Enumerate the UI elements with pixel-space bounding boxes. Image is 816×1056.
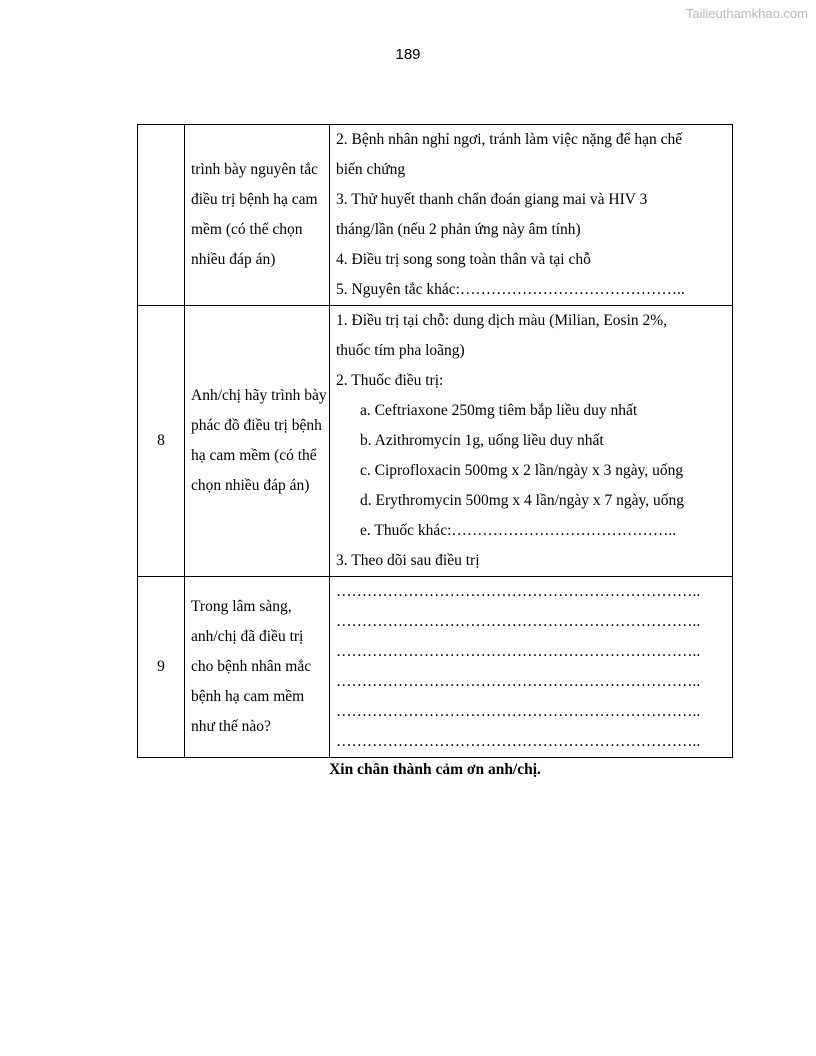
answer-option: e. Thuốc khác:…………………………………….. [360, 522, 677, 539]
blank-answer-line: …………………………………………………………….. [336, 613, 701, 630]
answer-line: 1. Điều trị tại chỗ: dung dịch màu (Milian, Eosin 2%, [336, 312, 668, 329]
closing-text: Xin chân thành cảm ơn anh/chị. [329, 761, 541, 778]
table-row [138, 577, 733, 758]
answer-cell [330, 125, 733, 306]
question-number: 8 [138, 306, 185, 577]
blank-answer-line: …………………………………………………………….. [336, 703, 701, 720]
answer-line: 3. Thử huyết thanh chẩn đoán giang mai và HIV 3 [336, 191, 648, 208]
answer-option: b. Azithromycin 1g, uống liều duy nhất [360, 432, 604, 449]
question-number: 9 [138, 577, 185, 758]
answer-line: biến chứng [336, 161, 406, 178]
question-text: Trong lâm sàng, anh/chị đã điều trị cho bệnh nhân mắc bệnh hạ cam mềm như thế nào? [185, 577, 330, 758]
answer-line: 2. Thuốc điều trị: [336, 372, 444, 389]
table-row [138, 125, 733, 306]
table-row [138, 306, 733, 577]
question-text: Anh/chị hãy trình bày phác đồ điều trị bệnh hạ cam mềm (có thể chọn nhiều đáp án) [185, 306, 330, 577]
answer-option: d. Erythromycin 500mg x 4 lần/ngày x 7 ngày, uống [360, 492, 685, 509]
answer-cell [330, 306, 733, 577]
answer-option: a. Ceftriaxone 250mg tiêm bắp liều duy nhất [360, 402, 638, 419]
answer-line: 2. Bệnh nhân nghỉ ngơi, tránh làm việc nặng để hạn chế [336, 131, 683, 148]
question-number [138, 125, 185, 306]
watermark: Tailieuthamkhao.com [685, 6, 808, 21]
question-text: trình bày nguyên tắc điều trị bệnh hạ cam mềm (có thể chọn nhiều đáp án) [185, 125, 330, 306]
blank-answer-line: …………………………………………………………….. [336, 583, 701, 600]
answer-option: c. Ciprofloxacin 500mg x 2 lần/ngày x 3 ngày, uống [360, 462, 684, 479]
survey-table [137, 124, 733, 758]
answer-line: thuốc tím pha loãng) [336, 342, 465, 359]
answer-line: 4. Điều trị song song toàn thân và tại chỗ [336, 251, 591, 268]
blank-answer-line: …………………………………………………………….. [336, 733, 701, 750]
blank-answer-line: …………………………………………………………….. [336, 643, 701, 660]
answer-line: tháng/lần (nếu 2 phản ứng này âm tính) [336, 221, 581, 238]
answer-line: 3. Theo dõi sau điều trị [336, 552, 480, 569]
answer-cell [330, 577, 733, 758]
answer-line: 5. Nguyên tắc khác:…………………………………….. [336, 281, 685, 298]
page-number: 189 [395, 46, 421, 63]
blank-answer-line: …………………………………………………………….. [336, 673, 701, 690]
